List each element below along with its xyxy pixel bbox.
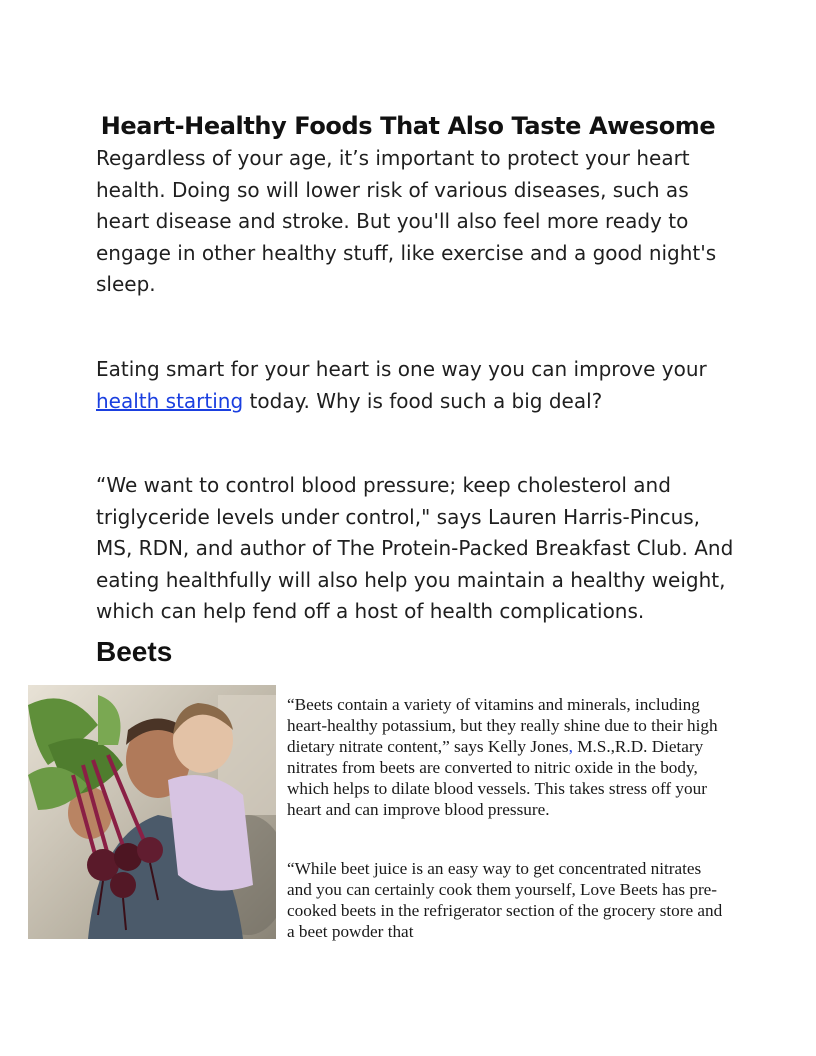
- beets-heading: Beets: [96, 636, 173, 667]
- health-paragraph-text: Eating smart for your heart is one way you can improve your: [96, 357, 707, 381]
- article-title: Heart-Healthy Foods That Also Taste Awesome: [100, 112, 716, 141]
- beets-paragraph-1-text-end: M.S.,R.D. Dietary nitrates from beets are converted to nitric oxide in the body, which helps to dilate blood vessels. This takes stress off your heart and can improve blood pressure.: [287, 737, 707, 819]
- health-paragraph: [96, 354, 736, 417]
- beets-paragraph-1-text: “Beets contain a variety of vitamins and minerals, including heart-healthy potassium, but they really shine due to their high dietary nitrate content,” says Kelly Jones: [287, 695, 718, 756]
- quote-paragraph: “We want to control blood pressure; keep cholesterol and triglyceride levels under control," says Lauren Harris-Pincus, MS, RDN, and author of The Protein-Packed Breakfast Club. And eating healthfully will also help you maintain a healthy weight, which can help fend off a host of health complications.: [96, 473, 734, 623]
- intro-paragraph: Regardless of your age, it’s important to protect your heart health. Doing so will lower risk of various diseases, such as heart disease and stroke. But you'll also feel more ready to engage in other healthy stuff, like exercise and a good night's sleep.: [96, 146, 717, 296]
- beets-paragraph-2: “While beet juice is an easy way to get concentrated nitrates and you can certainly cook them yourself, Love Beets has pre-cooked beets in the refrigerator section of the grocery store and a beet powder that: [287, 859, 723, 941]
- health-paragraph-text-end: today. Why is food such a big deal?: [243, 388, 603, 413]
- kelly-jones-link[interactable]: ,: [568, 737, 573, 756]
- beets-photo: [28, 685, 276, 939]
- health-starting-link[interactable]: health starting: [96, 388, 244, 413]
- beets-paragraph-1: [287, 694, 727, 820]
